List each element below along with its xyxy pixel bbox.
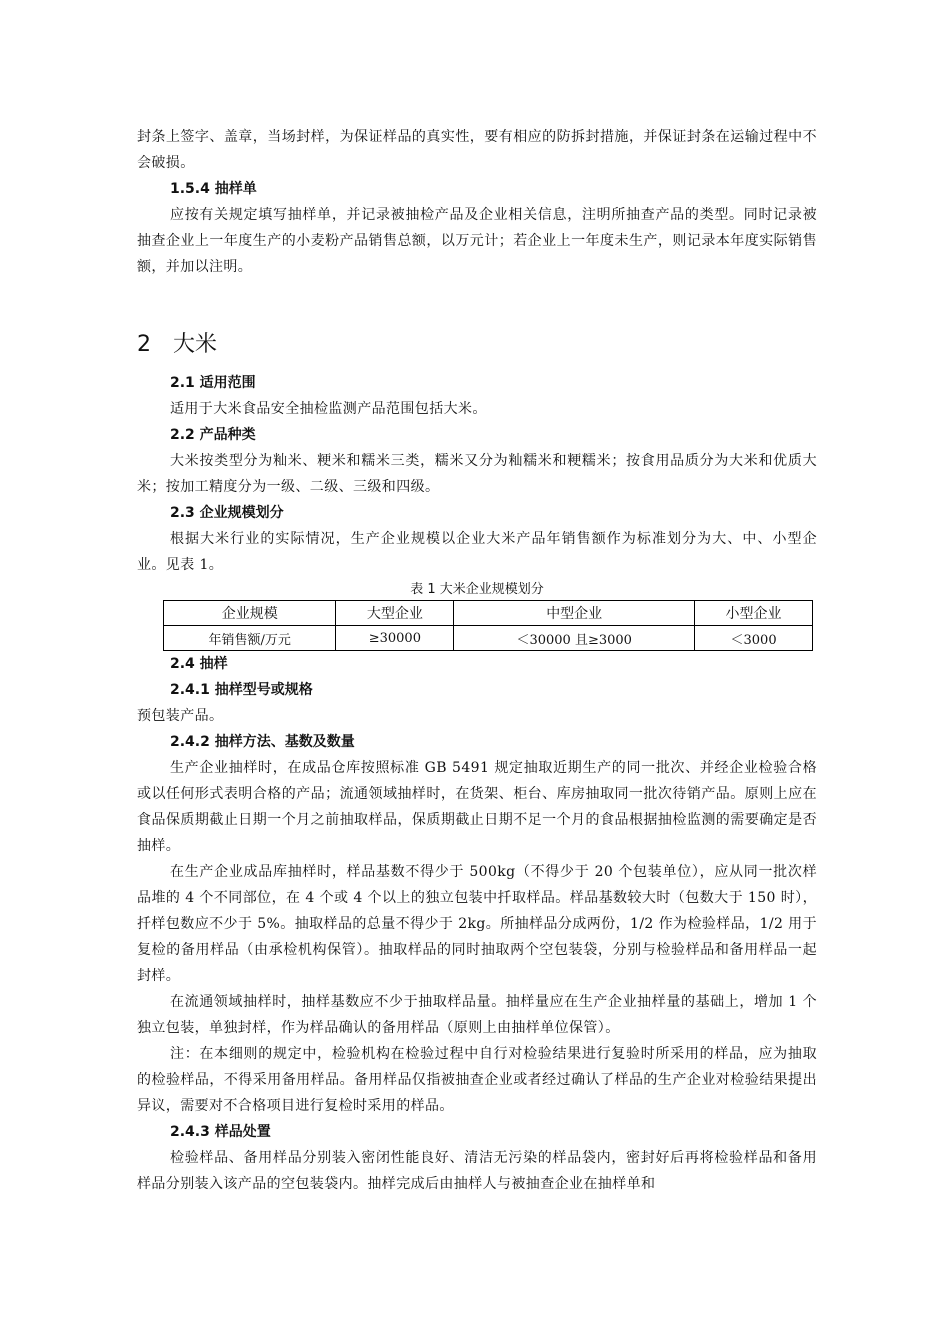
table-block (137, 580, 817, 651)
table-header-cell: 小型企业 (695, 601, 813, 626)
paragraph: 适用于大米食品安全抽检监测产品范围包括大米。 (170, 401, 487, 417)
chapter-title: 大米 (173, 332, 218, 357)
section-heading: 2.1 适用范围 (170, 375, 256, 391)
table-header-cell: 大型企业 (336, 601, 454, 626)
paragraph: 封条上签字、盖章，当场封样，为保证样品的真实性，要有相应的防拆封措施，并保证封条在运输过程中不会破损。 (137, 129, 817, 171)
section-heading: 2.3 企业规模划分 (170, 505, 284, 521)
section-heading: 2.2 产品种类 (170, 427, 256, 443)
paragraph: 检验样品、备用样品分别装入密闭性能良好、清洁无污染的样品袋内，密封好后再将检验样品和备用样品分别装入该产品的空包装袋内。抽样完成后由抽样人与被抽查企业在抽样单和 (137, 1150, 817, 1192)
paragraph: 生产企业抽样时，在成品仓库按照标准 GB 5491 规定抽取近期生产的同一批次、并经企业检验合格或以任何形式表明合格的产品；流通领域抽样时，在货架、柜台、库房抽取同一批次待销产品。原则上应在食品保质期截止日期一个月之前抽取样品，保质期截止日期不足一个月的食品根据抽检监测的需要确定是否抽样。 (137, 760, 817, 854)
paragraph: 大米按类型分为籼米、粳米和糯米三类，糯米又分为籼糯米和粳糯米；按食用品质分为大米和优质大米；按加工精度分为一级、二级、三级和四级。 (137, 453, 817, 495)
table-cell: ≥30000 (336, 626, 454, 651)
table-header-cell: 企业规模 (164, 601, 336, 626)
section-heading: 1.5.4 抽样单 (170, 181, 257, 197)
paragraph: 在流通领域抽样时，抽样基数应不少于抽取样品量。抽样量应在生产企业抽样量的基础上，增加 1 个独立包装，单独封样，作为样品确认的备用样品（原则上由抽样单位保管）。 (137, 994, 817, 1036)
paragraph: 在生产企业成品库抽样时，样品基数不得少于 500kg（不得少于 20 个包装单位），应从同一批次样品堆的 4 个不同部位，在 4 个或 4 个以上的独立包装中扦取样品。样品基数较大时（包数大于 150 时），扦样包数应不少于 5%。抽取样品的总量不得少于 2kg。所抽样品分成两份，1/2 作为检验样品，1/2 用于复检的备用样品（由承检机构保管）。抽取样品的同时抽取两个空包装袋，分别与检验样品和备用样品一起封样。 (137, 864, 817, 984)
paragraph: 预包装产品。 (137, 708, 224, 724)
chapter-heading (137, 328, 817, 362)
page-content (137, 124, 817, 1197)
paragraph: 应按有关规定填写抽样单，并记录被抽检产品及企业相关信息，注明所抽查产品的类型。同时记录被抽查企业上一年度生产的小麦粉产品销售总额，以万元计；若企业上一年度未生产，则记录本年度实际销售额，并加以注明。 (137, 207, 817, 275)
section-heading: 2.4.1 抽样型号或规格 (170, 682, 313, 698)
chapter-number: 2 (137, 332, 151, 357)
table-cell: 年销售额/万元 (164, 626, 336, 651)
table-header-row (164, 601, 813, 626)
table-header-cell: 中型企业 (454, 601, 695, 626)
table-row (164, 626, 813, 651)
table-cell: ＜30000 且≥3000 (454, 626, 695, 651)
table-cell: ＜3000 (695, 626, 813, 651)
table-caption: 表 1 大米企业规模划分 (410, 582, 544, 597)
section-heading: 2.4.3 样品处置 (170, 1124, 271, 1140)
section-heading: 2.4.2 抽样方法、基数及数量 (170, 734, 355, 750)
paragraph: 根据大米行业的实际情况，生产企业规模以企业大米产品年销售额作为标准划分为大、中、小型企业。见表 1。 (137, 531, 817, 573)
size-classification-table (163, 600, 813, 651)
paragraph: 注：在本细则的规定中，检验机构在检验过程中自行对检验结果进行复验时所采用的样品，应为抽取的检验样品，不得采用备用样品。备用样品仅指被抽查企业或者经过确认了样品的生产企业对检验结果提出异议，需要对不合格项目进行复检时采用的样品。 (137, 1046, 817, 1114)
section-heading: 2.4 抽样 (170, 656, 228, 672)
